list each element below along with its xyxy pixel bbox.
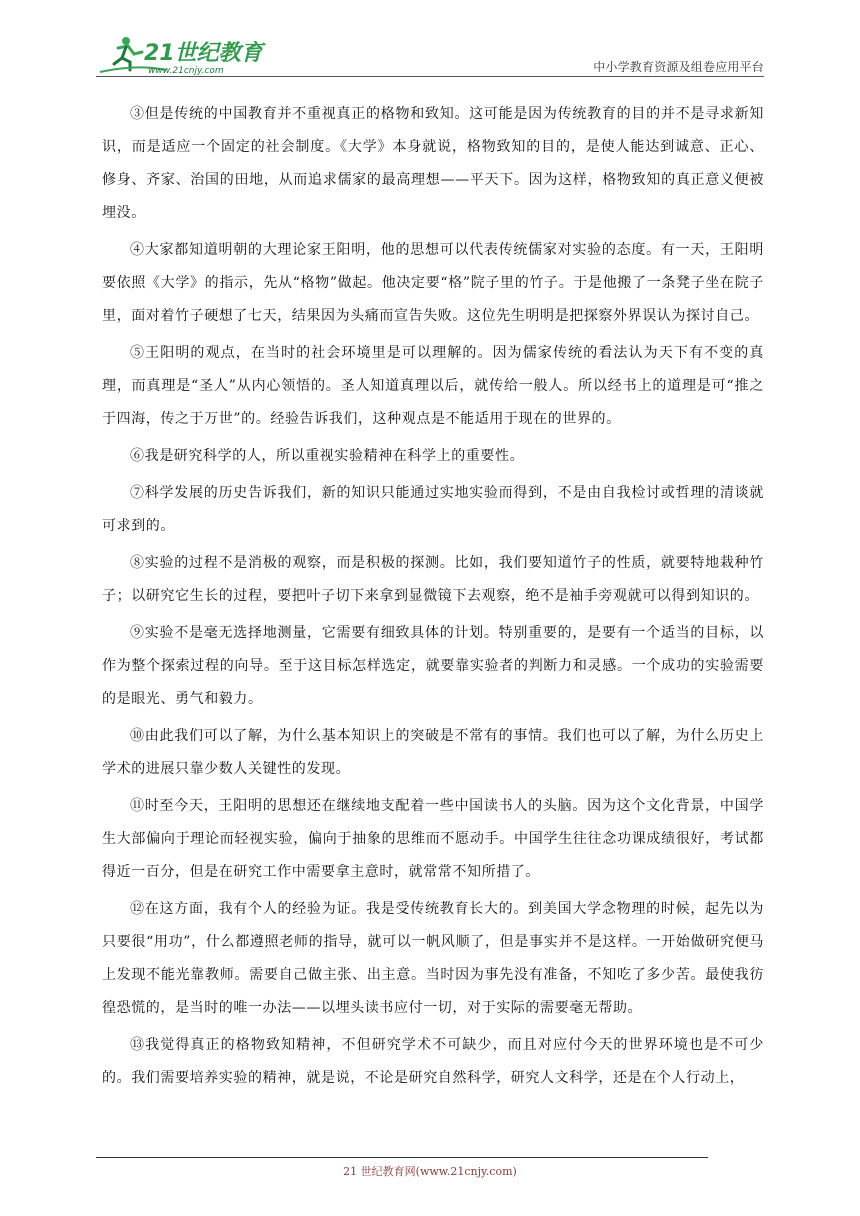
paragraph-3: ③但是传统的中国教育并不重视真正的格物和致知。这可能是因为传统教育的目的并不是寻求新知识，而是适应一个固定的社会制度。《大学》本身就说，格物致知的目的，是使人能达到诚意、正心、修身、齐家、治国的田地，从而追求儒家的最高理想——平天下。因为这样，格物致知的真正意义便被埋没。 xyxy=(102,106,764,221)
paragraph-4: ④大家都知道明朝的大理论家王阳明，他的思想可以代表传统儒家对实验的态度。有一天，王阳明要依照《大学》的指示，先从“格物”做起。他决定要“格”院子里的竹子。于是他搬了一条凳子坐在院子里，面对着竹子硬想了七天，结果因为头痛而宣告失败。这位先生明明是把探察外界误认为探讨自己。 xyxy=(102,242,764,324)
header-divider xyxy=(96,76,764,77)
paragraph-9: ⑨实验不是毫无选择地测量，它需要有细致具体的计划。特别重要的，是要有一个适当的目标，以作为整个探索过程的向导。至于这目标怎样选定，就要靠实验者的判断力和灵感。一个成功的实验需要的是眼光、勇气和毅力。 xyxy=(102,625,764,707)
paragraph-11: ⑪时至今天，王阳明的思想还在继续地支配着一些中国读书人的头脑。因为这个文化背景，中国学生大部偏向于理论而轻视实验，偏向于抽象的思维而不愿动手。中国学生往往念功课成绩很好，考试都得近一百分，但是在研究工作中需要拿主意时，就常常不知所措了。 xyxy=(102,798,764,880)
site-logo[interactable] xyxy=(96,34,296,76)
article-body xyxy=(102,98,764,1099)
paragraph-5: ⑤王阳明的观点，在当时的社会环境里是可以理解的。因为儒家传统的看法认为天下有不变的真理，而真理是“圣人”从内心领悟的。圣人知道真理以后，就传给一般人。所以经书上的道理是可“推之于四海，传之于万世”的。经验告诉我们，这种观点是不能适用于现在的世界的。 xyxy=(102,345,764,427)
page-header xyxy=(96,30,764,78)
paragraph-6: ⑥我是研究科学的人，所以重视实验精神在科学上的重要性。 xyxy=(130,448,525,464)
logo-graphic xyxy=(96,34,296,76)
page-footer[interactable]: 21 世纪教育网(www.21cnjy.com) xyxy=(343,1165,517,1178)
logo-url: www.21cnjy.com xyxy=(148,66,224,76)
paragraph-13: ⑬我觉得真正的格物致知精神，不但研究学术不可缺少，而且对应付今天的世界环境也是不可少的。我们需要培养实验的精神，就是说，不论是研究自然科学，研究人文科学，还是在个人行动上， xyxy=(102,1037,764,1086)
paragraph-12: ⑫在这方面，我有个人的经验为证。我是受传统教育长大的。到美国大学念物理的时候，起先以为只要很“用功”，什么都遵照老师的指导，就可以一帆风顺了，但是事实并不是这样。一开始做研究便马上发现不能光靠教师。需要自己做主张、出主意。当时因为事先没有准备，不知吃了多少苦。最使我彷徨恐慌的，是当时的唯一办法——以埋头读书应付一切，对于实际的需要毫无帮助。 xyxy=(102,901,764,1016)
paragraph-8: ⑧实验的过程不是消极的观察，而是积极的探测。比如，我们要知道竹子的性质，就要特地栽种竹子；以研究它生长的过程，要把叶子切下来拿到显微镜下去观察，绝不是袖手旁观就可以得到知识的。 xyxy=(102,555,764,604)
platform-name: 中小学教育资源及组卷应用平台 xyxy=(593,60,764,74)
logo-text: 21世纪教育 xyxy=(144,41,263,66)
paragraph-10: ⑩由此我们可以了解，为什么基本知识上的突破是不常有的事情。我们也可以了解，为什么历史上学术的进展只靠少数人关键性的发现。 xyxy=(102,728,764,777)
footer-divider xyxy=(96,1157,708,1158)
paragraph-7: ⑦科学发展的历史告诉我们，新的知识只能通过实地实验而得到，不是由自我检讨或哲理的清谈就可求到的。 xyxy=(102,485,764,534)
